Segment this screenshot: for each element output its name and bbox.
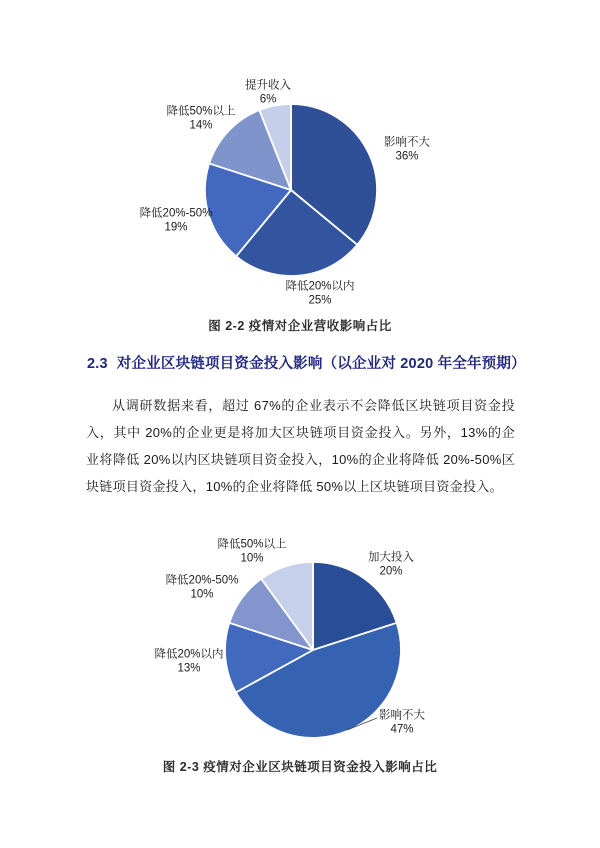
section-heading	[87, 352, 526, 373]
chart-caption-figure-2-2: 图 2-2 疫情对企业营收影响占比	[208, 319, 392, 333]
pie-slice-label: 加大投入 20%	[368, 551, 414, 577]
section-number: 2.3	[87, 356, 108, 372]
pie-slice-label: 影响不大 36%	[384, 136, 430, 162]
section-title: 对企业区块链项目资金投入影响（以企业对 2020 年全年预期）	[116, 356, 526, 372]
pie-slice-label: 降低50%以上 14%	[166, 105, 236, 131]
pie-slice-label: 降低20%以内 13%	[154, 648, 224, 674]
pie-slice-label: 降低20%-50% 19%	[139, 207, 213, 233]
body-paragraph: 从调研数据来看，超过 67%的企业表示不会降低区块链项目资金投入，其中 20%的企业更是将加大区块链项目资金投入。另外，13%的企业将降低 20%以内区块链项目资金投入，10%的企业将降低 20%-50%区块链项目资金投入，10%的企业将降低 50%以上区块链项目资金投入。	[86, 398, 515, 494]
pie-chart-investment-impact	[0, 530, 600, 773]
chart-caption-figure-2-3: 图 2-3 疫情对企业区块链项目资金投入影响占比	[162, 760, 438, 774]
pie-slice-label: 降低20%以内 25%	[285, 280, 355, 306]
pie-chart-investment-impact-svg	[0, 530, 600, 773]
pie-slice-label: 提升收入 6%	[245, 79, 291, 105]
pie-chart-revenue-impact	[0, 70, 600, 336]
pie-slice-label: 影响不大 47%	[379, 709, 425, 735]
pie-slice-label: 降低20%-50% 10%	[165, 574, 239, 600]
pie-slice-label: 降低50%以上 10%	[217, 538, 287, 564]
